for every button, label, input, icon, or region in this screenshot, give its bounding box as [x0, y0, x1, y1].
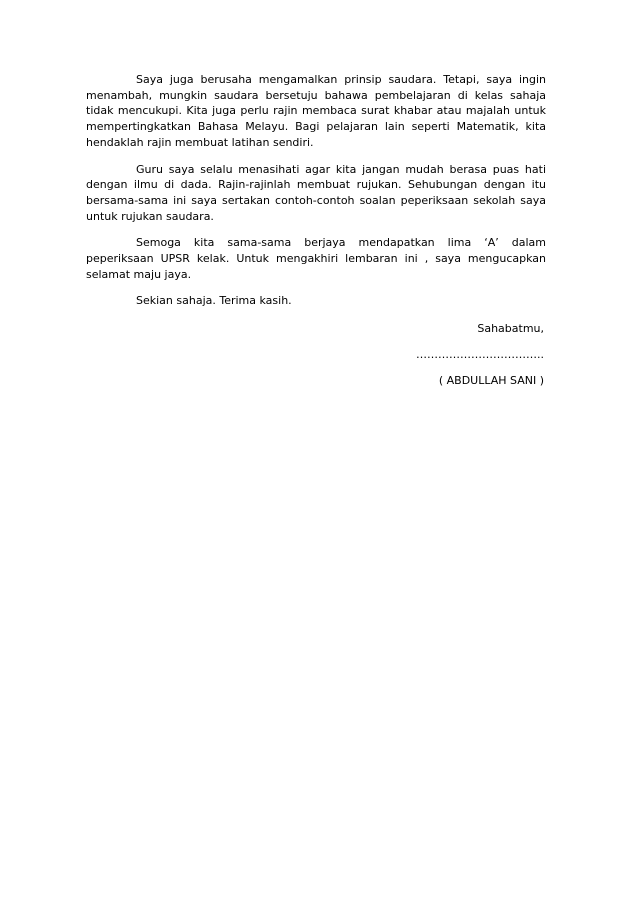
- signature-line: ……………………………..: [416, 347, 544, 361]
- paragraph-2: Guru saya selalu menasihati agar kita jangan mudah berasa puas hati dengan ilmu di dada. Rajin-rajinlah membuat rujukan. Sehubungan dengan itu bersama-sama ini saya sertakan contoh-contoh soalan peperiksaan sekolah saya untuk rujukan saudara.: [86, 162, 546, 223]
- letter-body: [86, 72, 546, 388]
- paragraph-3: Semoga kita sama-sama berjaya mendapatkan lima ‘A’ dalam peperiksaan UPSR kelak. Untuk mengakhiri lembaran ini , saya mengucapkan selamat maju jaya.: [86, 236, 546, 281]
- signer-name: ( ABDULLAH SANI ): [438, 373, 544, 387]
- paragraph-1: Saya juga berusaha mengamalkan prinsip saudara. Tetapi, saya ingin menambah, mungkin saudara bersetuju bahawa pembelajaran di kelas sahaja tidak mencukupi. Kita juga perlu rajin membaca surat khabar atau majalah untuk mempertingkatkan Bahasa Melayu. Bagi pelajaran lain seperti Matematik, kita hendaklah rajin membuat latihan sendiri.: [86, 73, 546, 149]
- paragraph-4: Sekian sahaja. Terima kasih.: [136, 294, 292, 308]
- closing-salutation: Sahabatmu,: [477, 322, 544, 336]
